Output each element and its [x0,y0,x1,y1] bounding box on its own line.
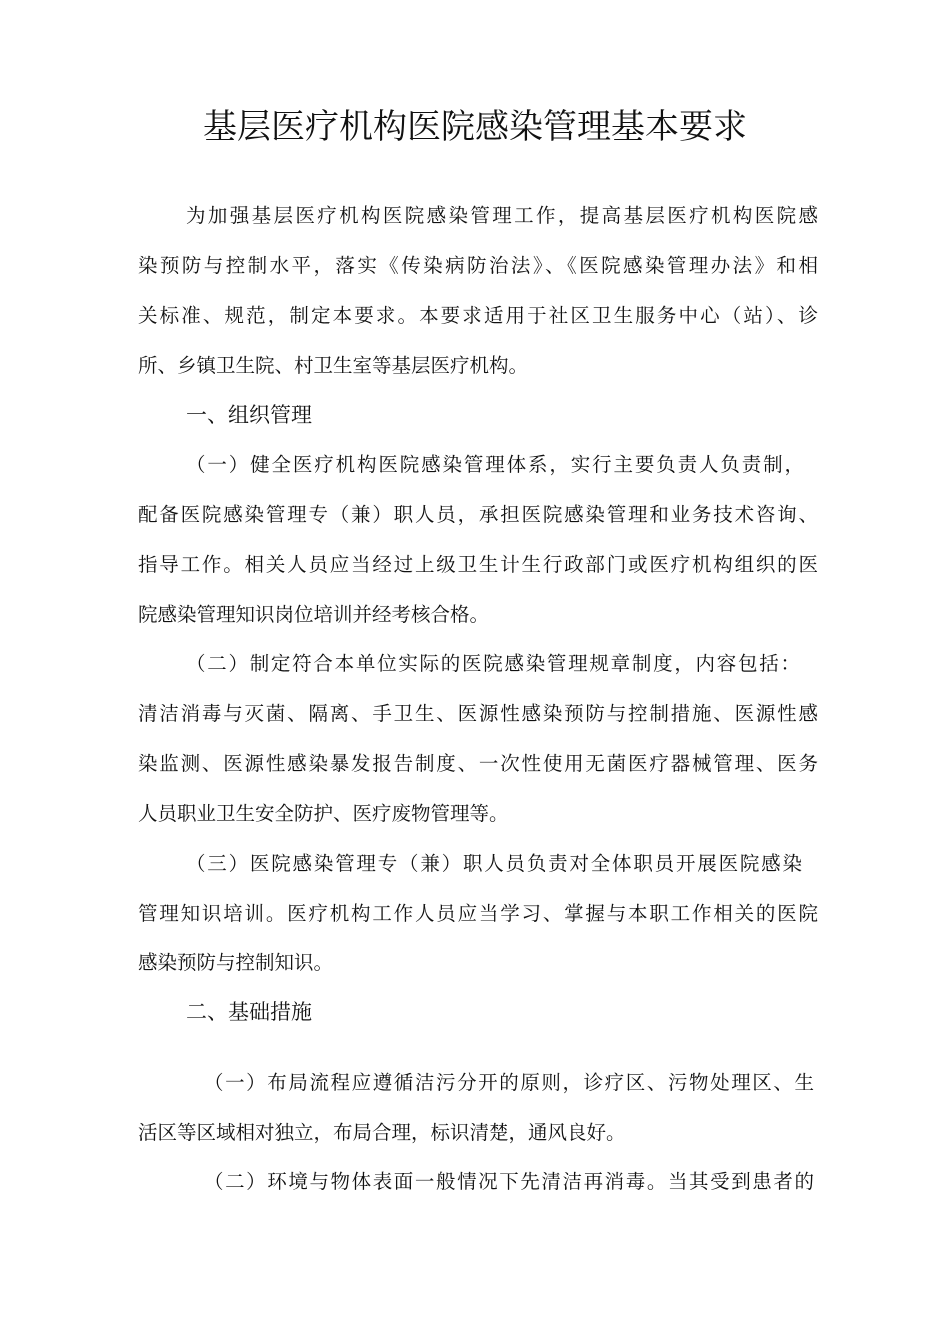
paragraph-line: 为加强基层医疗机构医院感染管理工作，提高基层医疗机构医院感 [186,204,818,227]
paragraph-line: 人员职业卫生安全防护、医疗废物管理等。 [138,802,509,825]
paragraph-line: 染预防与控制水平，落实《传染病防治法》、《医院感染管理办法》和相 [138,254,818,277]
paragraph-line: （三）医院感染管理专（兼）职人员负责对全体职员开展医院感染 [186,852,802,875]
paragraph-line: 指导工作。相关人员应当经过上级卫生计生行政部门或医疗机构组织的医 [138,553,818,576]
paragraph-line: （一）健全医疗机构医院感染管理体系，实行主要负责人负责制， [186,453,804,476]
document-title: 基层医疗机构医院感染管理基本要求 [203,107,747,147]
paragraph-line: 染监测、医源性感染暴发报告制度、一次性使用无菌医疗器械管理、医务 [138,752,818,775]
paragraph-line: （二）制定符合本单位实际的医院感染管理规章制度，内容包括： [186,652,800,675]
paragraph-line: 感染预防与控制知识。 [138,951,334,974]
paragraph-line: （二）环境与物体表面一般情况下先清洁再消毒。当其受到患者的 [204,1170,814,1193]
paragraph-line: 管理知识培训。医疗机构工作人员应当学习、掌握与本职工作相关的医院 [138,902,818,925]
paragraph-line: 清洁消毒与灭菌、隔离、手卫生、医源性感染预防与控制措施、医源性感 [138,702,818,725]
paragraph-line: 配备医院感染管理专（兼）职人员，承担医院感染管理和业务技术咨询、 [138,503,818,526]
paragraph-line: （一）布局流程应遵循洁污分开的原则，诊疗区、污物处理区、生 [204,1071,814,1094]
paragraph-line: 关标准、规范，制定本要求。本要求适用于社区卫生服务中心（站）、诊 [138,304,818,327]
section-heading: 二、基础措施 [186,1000,312,1024]
section-heading: 一、组织管理 [186,403,312,427]
paragraph-line: 活区等区域相对独立，布局合理，标识清楚，通风良好。 [138,1121,626,1144]
paragraph-line: 所、乡镇卫生院、村卫生室等基层医疗机构。 [138,354,529,377]
paragraph-line: 院感染管理知识岗位培训并经考核合格。 [138,603,490,626]
